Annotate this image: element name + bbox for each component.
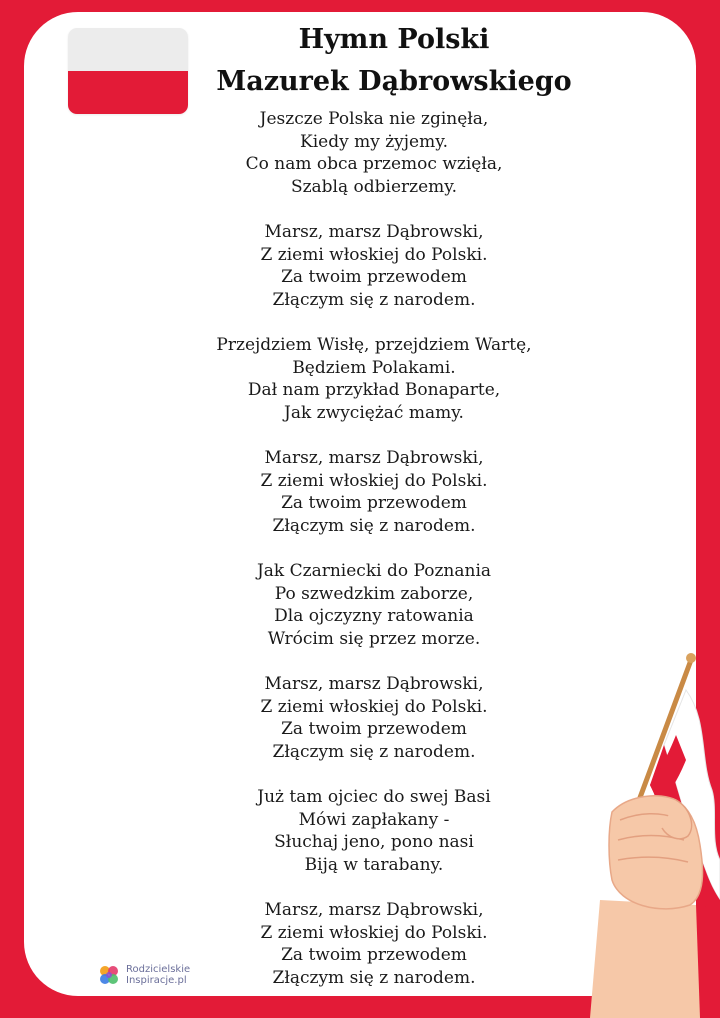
lyric-line: Jak zwyciężać mamy.	[284, 402, 464, 423]
lyric-line: Złączym się z narodem.	[272, 515, 476, 536]
stanza	[154, 447, 594, 537]
poster-card	[24, 12, 696, 996]
lyric-line: Marsz, marsz Dąbrowski,	[264, 900, 484, 920]
lyric-line: Już tam ojciec do swej Basi	[257, 787, 491, 807]
stanza	[154, 108, 594, 198]
lyric-line: Jeszcze Polska nie zginęła,	[259, 109, 489, 129]
lyric-line: Z ziemi włoskiej do Polski.	[260, 244, 488, 265]
lyric-line: Z ziemi włoskiej do Polski.	[260, 922, 488, 943]
stanza	[154, 334, 594, 424]
lyric-line: Jak Czarniecki do Poznania	[256, 561, 492, 581]
lyric-line: Za twoim przewodem	[281, 267, 467, 287]
page-title: Hymn Polski	[298, 24, 490, 55]
lyric-line: Z ziemi włoskiej do Polski.	[260, 696, 488, 717]
lyric-line: Wrócim się przez morze.	[267, 628, 481, 649]
brand-logo	[96, 962, 190, 988]
lyric-line: Za twoim przewodem	[281, 493, 467, 513]
lyric-line: Marsz, marsz Dąbrowski,	[264, 448, 484, 468]
rodzicielskie-inspiracje-logo-icon	[96, 962, 122, 988]
lyric-line: Marsz, marsz Dąbrowski,	[264, 674, 484, 694]
lyric-line: Po szwedzkim zaborze,	[274, 583, 474, 604]
stanza	[154, 221, 594, 311]
lyric-line: Złączym się z narodem.	[272, 741, 476, 762]
lyric-line: Za twoim przewodem	[281, 719, 467, 739]
lyrics-block	[154, 108, 594, 996]
page-subtitle: Mazurek Dąbrowskiego	[216, 66, 572, 97]
lyric-line: Przejdziem Wisłę, przejdziem Wartę,	[216, 335, 532, 355]
stanza	[154, 786, 594, 876]
lyric-line: Złączym się z narodem.	[272, 289, 476, 310]
logo-line-1: Rodzicielskie	[126, 964, 191, 975]
lyric-line: Za twoim przewodem	[281, 945, 467, 965]
lyric-line: Dla ojczyzny ratowania	[274, 606, 474, 626]
lyric-line: Z ziemi włoskiej do Polski.	[260, 470, 488, 491]
poland-flag-icon	[68, 28, 188, 114]
lyric-line: Mówi zapłakany -	[298, 809, 450, 830]
lyric-line: Co nam obca przemoc wzięła,	[245, 154, 503, 174]
lyric-line: Kiedy my żyjemy.	[300, 131, 448, 152]
lyric-line: Słuchaj jeno, pono nasi	[274, 832, 474, 852]
stanza	[154, 560, 594, 650]
stanza	[154, 899, 594, 989]
lyric-line: Będziem Polakami.	[292, 357, 456, 378]
lyric-line: Szablą odbierzemy.	[290, 176, 458, 197]
lyric-line: Złączym się z narodem.	[272, 967, 476, 988]
lyric-line: Dał nam przykład Bonaparte,	[247, 380, 501, 400]
lyric-line: Biją w tarabany.	[304, 854, 444, 875]
stanza	[154, 673, 594, 763]
logo-line-2: Inspiracje.pl	[126, 975, 187, 986]
lyric-line: Marsz, marsz Dąbrowski,	[264, 222, 484, 242]
